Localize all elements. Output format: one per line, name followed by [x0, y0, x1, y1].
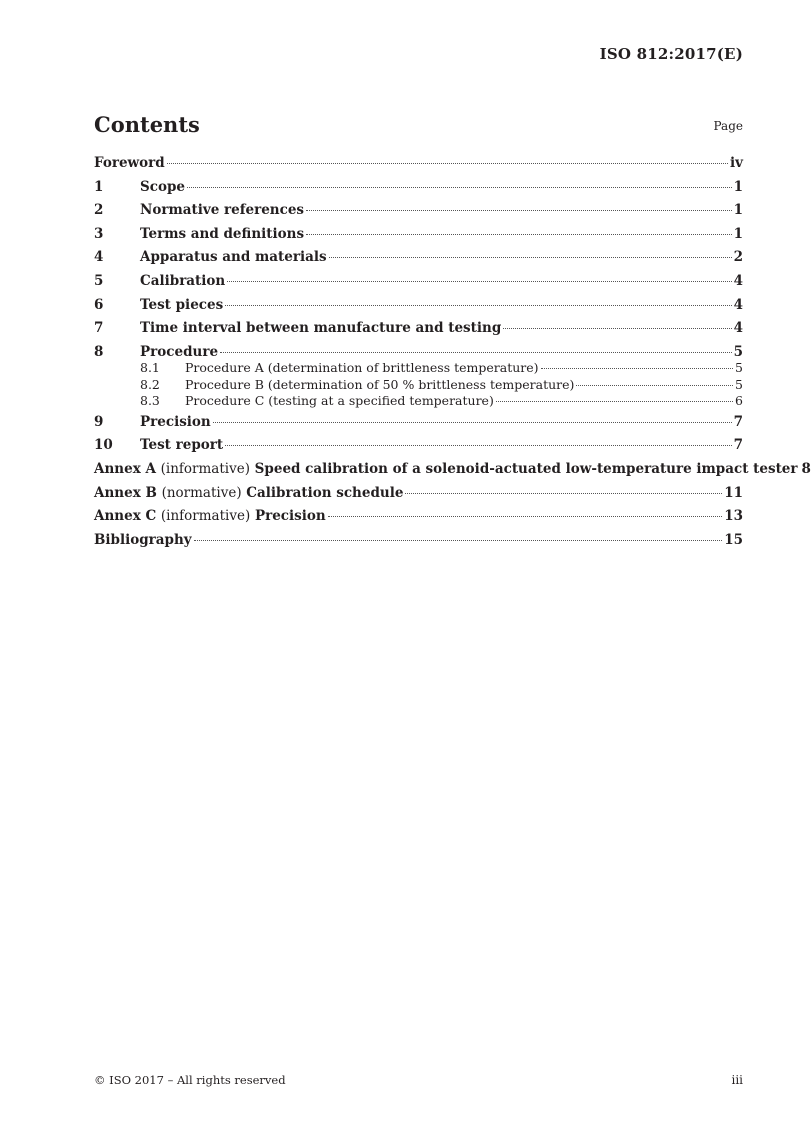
toc-page: 6	[735, 393, 743, 409]
toc-number: 3	[94, 225, 104, 242]
toc-label: Precision	[140, 413, 211, 430]
table-of-contents	[94, 155, 811, 555]
dot-leader	[503, 328, 731, 329]
toc-subentry-8-3[interactable]	[94, 393, 743, 410]
copyright-notice: © ISO 2017 – All rights reserved	[94, 1073, 286, 1087]
page-column-label: Page	[713, 119, 743, 133]
toc-page: 1	[733, 178, 743, 195]
toc-page: 7	[733, 413, 743, 430]
toc-page: 8	[801, 460, 811, 477]
page-title: Contents	[94, 112, 200, 137]
dot-leader	[576, 385, 733, 386]
page-number: iii	[731, 1073, 743, 1087]
toc-number: 1	[94, 178, 104, 195]
toc-number: 8.2	[140, 376, 160, 392]
toc-number: 2	[94, 202, 104, 219]
toc-page: 2	[733, 249, 743, 266]
toc-label: Bibliography	[94, 531, 192, 548]
dot-leader	[225, 445, 731, 446]
toc-entry-calibration[interactable]	[94, 273, 743, 297]
toc-number: 7	[94, 320, 104, 337]
toc-page: 13	[724, 508, 743, 525]
annex-kind: (informative)	[160, 508, 251, 525]
toc-label: Apparatus and materials	[140, 249, 327, 266]
toc-number: 10	[94, 437, 113, 454]
annex-title: Calibration schedule	[246, 484, 404, 501]
toc-subentry-8-2[interactable]	[94, 377, 743, 394]
document-code: ISO 812:2017(E)	[599, 45, 743, 63]
toc-page: 1	[733, 225, 743, 242]
toc-number: 8	[94, 343, 104, 360]
toc-entry-test-report[interactable]	[94, 437, 743, 461]
dot-leader	[328, 516, 723, 517]
toc-label	[94, 508, 326, 524]
dot-leader	[220, 352, 732, 353]
toc-entry-procedure[interactable]	[94, 344, 743, 361]
toc-page: iv	[730, 155, 743, 171]
toc-label: Test report	[140, 437, 224, 454]
toc-entry-apparatus-and-materials[interactable]	[94, 249, 743, 273]
dot-leader	[329, 257, 732, 258]
toc-label: Scope	[140, 178, 186, 195]
toc-page: 4	[733, 296, 743, 313]
toc-label: Terms and definitions	[140, 225, 305, 242]
toc-page: 5	[735, 360, 743, 376]
dot-leader	[167, 163, 728, 164]
dot-leader	[225, 305, 731, 306]
dot-leader	[306, 234, 732, 235]
toc-page: 1	[733, 202, 743, 219]
annex-prefix: Annex B	[94, 484, 157, 501]
toc-number: 9	[94, 413, 104, 430]
toc-page: 5	[733, 343, 743, 360]
toc-label	[94, 461, 798, 477]
dot-leader	[306, 210, 732, 211]
toc-label: Procedure C (testing at a specified temperature)	[185, 393, 494, 409]
annex-title: Speed calibration of a solenoid-actuated low-temperature impact tester	[254, 460, 798, 477]
toc-entry-bibliography[interactable]	[94, 532, 743, 556]
toc-label: Calibration	[140, 272, 226, 289]
toc-entry-terms-and-definitions[interactable]	[94, 226, 743, 250]
toc-label: Time interval between manufacture and testing	[140, 320, 502, 337]
toc-subentry-8-1[interactable]	[94, 360, 743, 377]
toc-page: 5	[735, 376, 743, 392]
toc-entry-annex-c[interactable]	[94, 508, 743, 532]
toc-page: 15	[724, 531, 743, 548]
toc-entry-annex-a[interactable]	[94, 460, 811, 485]
toc-page: 11	[724, 484, 743, 501]
dot-leader	[405, 493, 722, 494]
toc-label	[94, 485, 403, 501]
dot-leader	[187, 187, 732, 188]
toc-entry-precision[interactable]	[94, 414, 743, 438]
dot-leader	[496, 401, 733, 402]
toc-page: 4	[733, 272, 743, 289]
toc-label: Procedure A (determination of brittleness temperature)	[185, 360, 539, 376]
toc-entry-normative-references[interactable]	[94, 202, 743, 226]
annex-kind: (informative)	[160, 460, 250, 477]
procedure-group	[94, 344, 743, 410]
annex-prefix: Annex C	[94, 508, 157, 525]
toc-entry-foreword[interactable]	[94, 155, 743, 179]
toc-number: 5	[94, 272, 104, 289]
toc-page: 7	[733, 437, 743, 454]
toc-entry-test-pieces[interactable]	[94, 297, 743, 321]
toc-number: 6	[94, 296, 104, 313]
dot-leader	[541, 368, 734, 369]
toc-number: 4	[94, 249, 104, 266]
toc-label: Procedure	[140, 343, 219, 360]
toc-entry-annex-b[interactable]	[94, 485, 743, 509]
toc-label: Procedure B (determination of 50 % brittleness temperature)	[185, 376, 575, 392]
annex-title: Precision	[254, 508, 326, 525]
toc-page: 4	[733, 320, 743, 337]
annex-kind: (normative)	[161, 484, 242, 501]
toc-entry-scope[interactable]	[94, 179, 743, 203]
toc-entry-time-interval[interactable]	[94, 320, 743, 344]
toc-number: 8.3	[140, 393, 160, 409]
toc-number: 8.1	[140, 360, 160, 376]
dot-leader	[227, 281, 731, 282]
toc-label: Foreword	[94, 155, 165, 171]
dot-leader	[194, 540, 723, 541]
dot-leader	[213, 422, 732, 423]
toc-label: Test pieces	[140, 296, 224, 313]
toc-label: Normative references	[140, 202, 305, 219]
annex-prefix: Annex A	[94, 460, 156, 477]
